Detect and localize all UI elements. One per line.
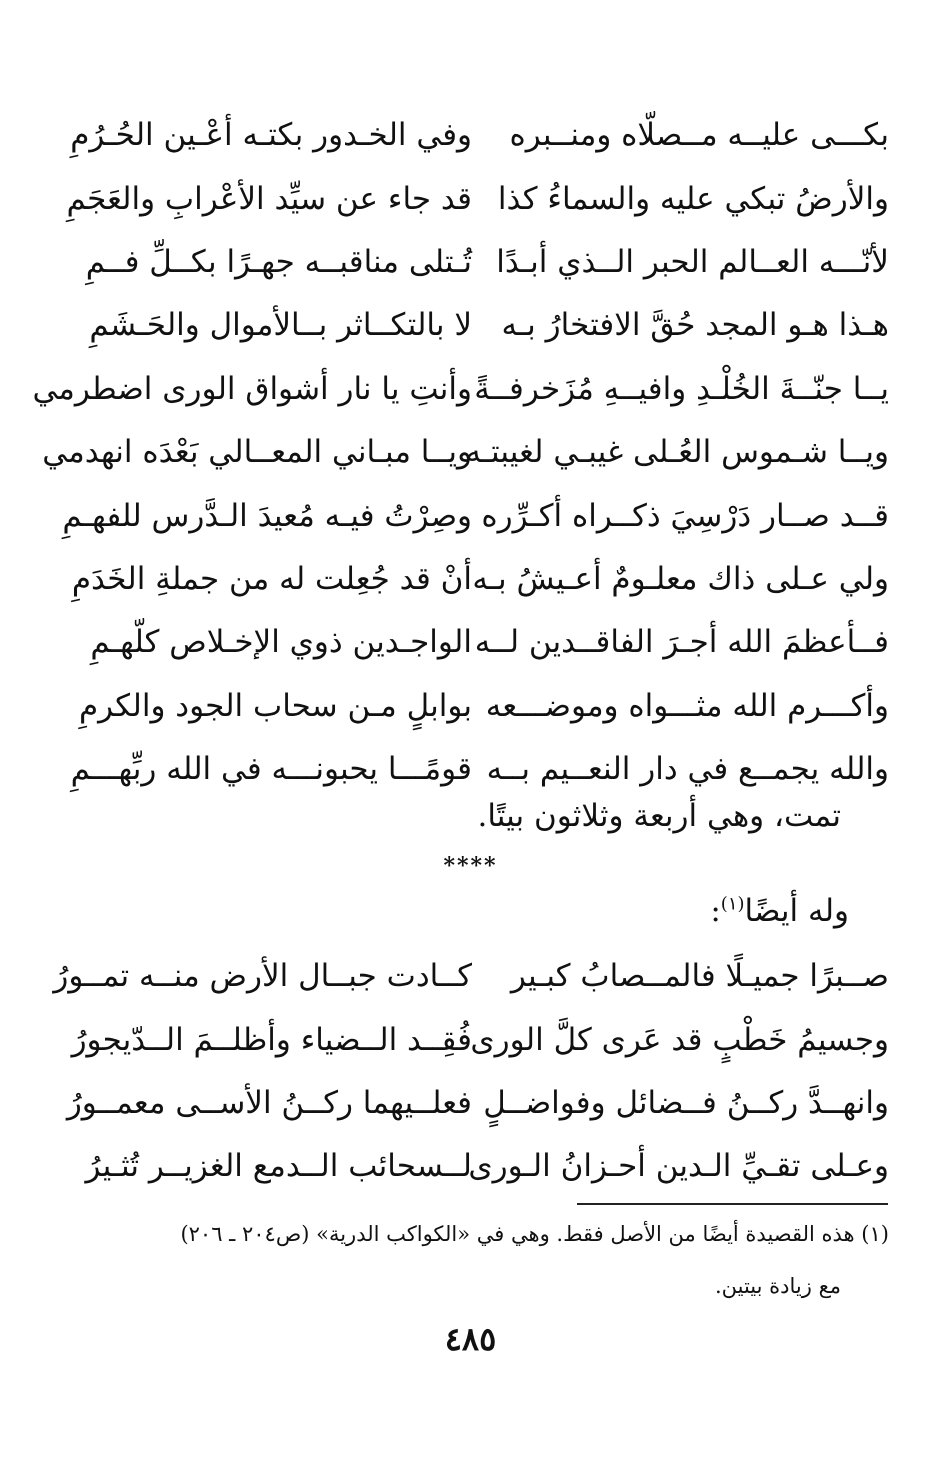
verse-second-hemistich: قد جاء عن سيِّد الأعْرابِ والعَجَمِ [66,180,472,217]
verse-first-hemistich: وجسيمُ خَطْبٍ قد عَرى كلَّ الورى [470,1021,889,1058]
verse-second-hemistich: ويــا مبـاني المعــالي بَعْدَه انهدمي [42,434,472,471]
footnote-line-2: مع زيادة بيتين. [714,1274,841,1298]
verse-second-hemistich: فعلــيهما ركــنُ الأســى معمــورُ [66,1084,472,1121]
section-separator: **** [443,853,498,879]
verse-first-hemistich: والله يجمــع في دار النعــيم بــه [486,751,889,788]
verse-first-hemistich: قــد صــار دَرْسِيَ ذكــراه أكـرِّره [481,497,889,534]
verse-first-hemistich: هـذا هـو المجد حُقَّ الافتخارُ بـه [501,307,889,344]
verse-first-hemistich: لأنّـــه العــالم الحبر الــذي أبـدًا [496,243,889,280]
verse-first-hemistich: وانهــدَّ ركــنُ فــضائل وفواضــلٍ [483,1084,889,1121]
verse [85,231,889,294]
verse-second-hemistich: وصِرْتُ فيـه مُعيدَ الـدَّرس للفهـمِ [62,497,472,534]
verse-first-hemistich: والأرضُ تبكي عليه والسماءُ كذا [497,180,889,217]
verse [66,167,889,230]
verse [66,1072,889,1135]
verse [78,675,889,738]
verse-first-hemistich: ويــا شـموس العُـلى غيبـي لغيبتـه [465,434,889,471]
verse [70,738,889,801]
intro-text: وله أيضًا [744,893,849,929]
verse-first-hemistich: وعـلى تقـيِّ الـدين أحـزانُ الـورى [468,1148,889,1185]
verse-second-hemistich: الواجـدين ذوي الإخـلاص كلّهـمِ [90,624,472,661]
footnote-line-1: (١) هذه القصيدة أيضًا من الأصل فقط. وهي في «الكواكب الدرية» (ص٢٠٤ ـ ٢٠٦) [180,1222,889,1246]
verse [32,358,889,421]
intro-colon: : [710,893,721,929]
verse-second-hemistich: قومًـــا يحبونـــه في الله ربِّهـــمِ [70,751,472,788]
verse-second-hemistich: وأنتِ يا نار أشواق الورى اضطرمي [32,370,472,407]
verse-first-hemistich: ولي عـلى ذاك معلـومٌ أعـيشُ بـه [472,560,889,597]
verse [92,611,889,674]
poem-2-intro [710,893,849,929]
verse [89,294,889,357]
verse [42,421,889,484]
footnote-divider [577,1203,888,1205]
verse-first-hemistich: فــأعظمَ الله أجـرَ الفاقــدين لــه [474,624,889,661]
footnote-mark: (١) [720,893,745,915]
verse-second-hemistich: كــادت جبــال الأرض منــه تمــورُ [53,958,472,995]
page-number: ٤٨٥ [444,1320,497,1358]
verse-second-hemistich: بوابلٍ مـن سحاب الجود والكرمِ [78,687,472,724]
verse [71,1008,889,1071]
verse [53,945,889,1008]
verse-second-hemistich: لــسحائب الــدمع الغزيــر تُثـيرُ [85,1148,472,1185]
poem-closing-note: تمت، وهي أربعة وثلاثون بيتًا. [477,798,841,834]
poem-1 [32,104,889,801]
verse-first-hemistich: وأكـــرم الله مثـــواه وموضـــعه [485,687,889,724]
verse [71,548,889,611]
verse-second-hemistich: لا بالتكــاثر بــالأموال والحَـشَمِ [89,307,472,344]
verse-second-hemistich: أنْ قد جُعِلت له من جملةِ الخَدَمِ [71,560,472,597]
verse-second-hemistich: فُقِــد الــضياء وأظلــمَ الــدّيجورُ [71,1021,472,1058]
verse [85,1135,889,1198]
verse-first-hemistich: صــبرًا جميـلًا فالمــصابُ كبـير [510,958,889,995]
verse-first-hemistich: يــا جنّــةَ الخُلْـدِ وافيــهِ مُزَخرفــةً [474,370,889,407]
verse-second-hemistich: تُـتلى مناقبــه جهـرًا بكــلِّ فــمِ [85,243,472,280]
verse-first-hemistich: بكـــى عليــه مــصلّاه ومنــبره [509,117,889,154]
verse-second-hemistich: وفي الخـدور بكتـه أعْـين الحُـرُمِ [70,117,472,154]
verse [62,484,889,547]
verse [70,104,889,167]
poem-2 [53,945,889,1199]
